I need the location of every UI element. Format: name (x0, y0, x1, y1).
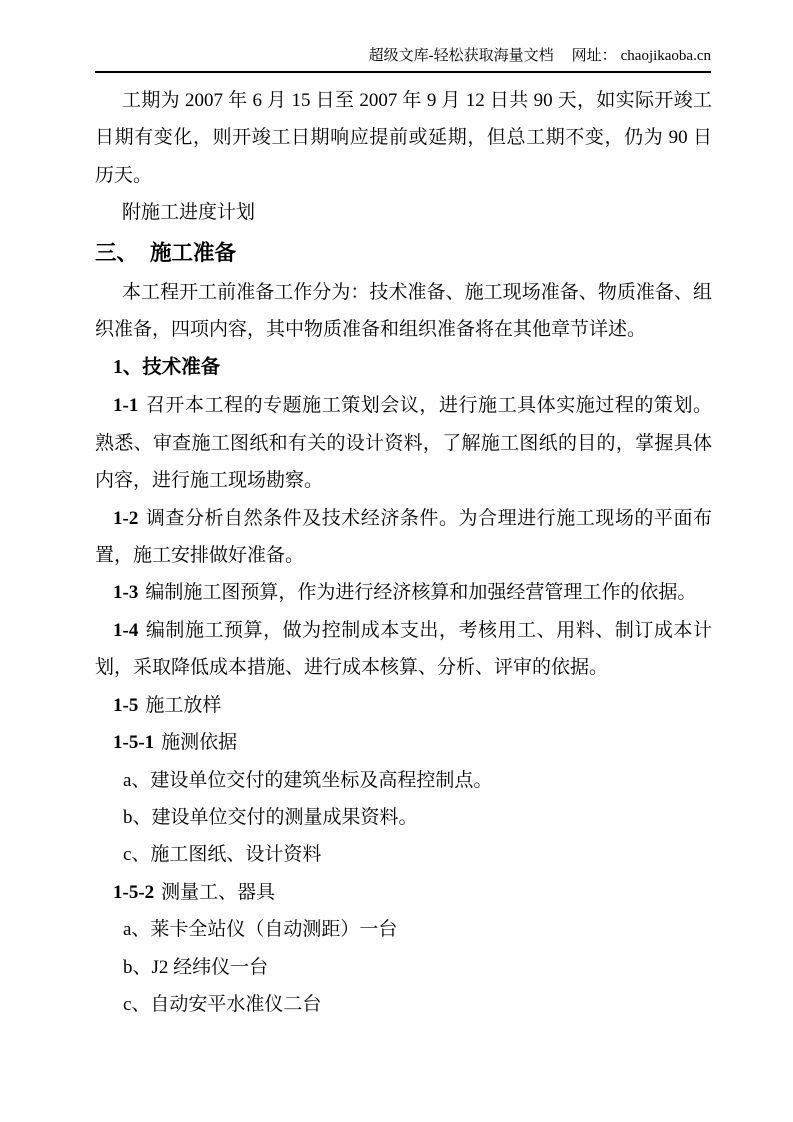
list-item-survey-basis-a: a、建设单位交付的建筑坐标及高程控制点。 (123, 769, 493, 791)
header-site-name: 超级文库-轻松获取海量文档 (368, 48, 554, 64)
paragraph-item-1-5-1 (95, 724, 712, 761)
paragraph-schedule-attachment: 附施工进度计划 (122, 202, 256, 224)
item-number: 1-5-2 (113, 881, 155, 903)
item-number: 1-5-1 (113, 732, 155, 754)
item-text: 召开本工程的专题施工策划会议，进行施工具体实施过程的策划。熟悉、审查施工图纸和有关的设计资料，了解施工图纸的目的，掌握具体内容，进行施工现场勘察。 (95, 395, 712, 492)
header-divider-line (95, 71, 711, 73)
sub-heading-number: 1、 (113, 357, 143, 379)
paragraph-item-1-3 (95, 574, 712, 611)
document-body (95, 82, 712, 1023)
paragraph-item-1-1 (95, 387, 712, 499)
sub-heading-title: 技术准备 (142, 357, 221, 379)
item-text: 施测依据 (161, 732, 238, 754)
item-text: 调查分析自然条件及技术经济条件。为合理进行施工现场的平面布置，施工安排做好准备。 (95, 507, 712, 567)
paragraph-preparation-intro: 本工程开工前准备工作分为：技术准备、施工现场准备、物质准备、组织准备，四项内容，其中物质准备和组织准备将在其他章节详述。 (95, 281, 712, 341)
paragraph-item-1-5-2 (95, 874, 712, 911)
sub-heading-technical-preparation (95, 348, 712, 387)
header-url: chaojikaoba.cn (620, 48, 711, 64)
section-heading-construction-preparation (95, 233, 712, 274)
list-item-survey-basis-c: c、施工图纸、设计资料 (123, 844, 322, 866)
list-item-instrument-b: b、J2 经纬仪一台 (123, 956, 269, 978)
section-number: 三、 (95, 240, 139, 265)
list-item-instrument-a: a、莱卡全站仪（自动测距）一台 (123, 919, 398, 941)
section-title: 施工准备 (150, 240, 237, 265)
paragraph-construction-duration: 工期为 2007 年 6 月 15 日至 2007 年 9 月 12 日共 90 天，如实际开竣工日期有变化，则开竣工日期响应提前或延期，但总工期不变，仍为 90 日历天。 (95, 90, 712, 186)
page-header (95, 46, 711, 66)
item-text: 编制施工预算，做为控制成本支出，考核用工、用料、制订成本计划，采取降低成本措施、进行成本核算、分析、评审的依据。 (95, 619, 712, 679)
item-number: 1-3 (113, 582, 139, 604)
item-number: 1-1 (113, 395, 139, 417)
item-number: 1-2 (113, 507, 139, 529)
item-text: 测量工、器具 (161, 881, 276, 903)
paragraph-item-1-4 (95, 612, 712, 687)
item-text: 施工放样 (145, 694, 222, 716)
item-text: 编制施工图预算，作为进行经济核算和加强经营管理工作的依据。 (145, 582, 697, 604)
header-url-label: 网址： (571, 48, 617, 64)
paragraph-item-1-2 (95, 500, 712, 575)
list-item-survey-basis-b: b、建设单位交付的测量成果资料。 (123, 806, 418, 828)
item-number: 1-4 (113, 619, 139, 641)
item-number: 1-5 (113, 694, 139, 716)
list-item-instrument-c: c、自动安平水准仪二台 (123, 993, 322, 1015)
paragraph-item-1-5 (95, 687, 712, 724)
